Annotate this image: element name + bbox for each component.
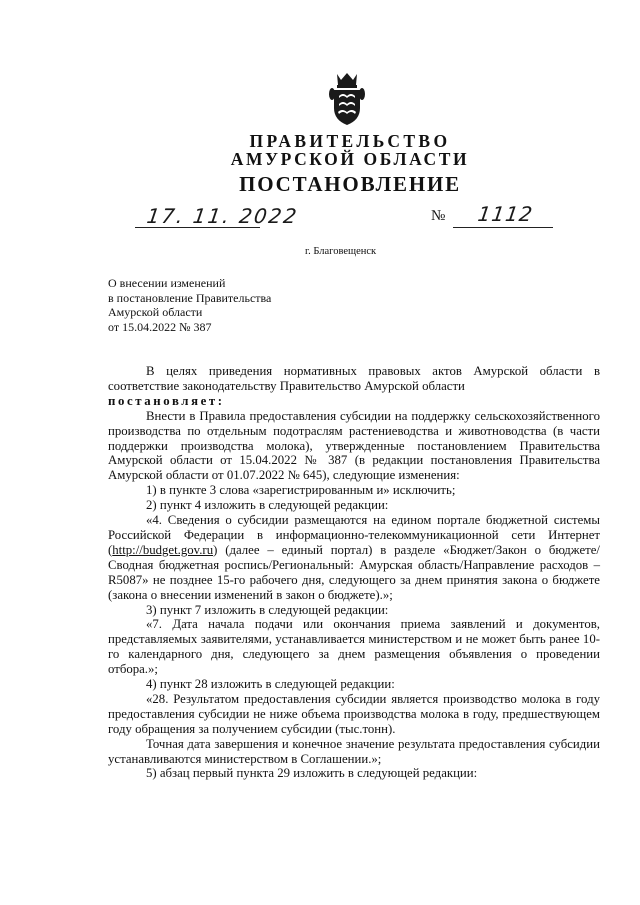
region-title: АМУРСКОЙ ОБЛАСТИ	[230, 149, 470, 169]
number-handwritten: 1112	[476, 202, 535, 226]
coat-of-arms-icon	[327, 70, 367, 126]
quoted-paragraph-4	[108, 513, 600, 602]
quote-text: «4. Сведения о субсидии размещаются на едином портале бюджетной системы Российской Федерации в информационно-телекоммуникационной сети Интернет (	[108, 513, 600, 557]
quoted-paragraph-7: «7. Дата начала подачи или окончания приема заявлений и документов, представляемых заявителями, устанавливается министерством и не может быть ранее 10-го календарного дня, следующего за днем размещения объявления о проведении отбора.»;	[108, 617, 600, 677]
number-underline	[453, 227, 553, 228]
subject-line: от 15.04.2022 № 387	[108, 319, 212, 334]
resolves-label: постановляет:	[108, 393, 225, 408]
list-item: 2) пункт 4 изложить в следующей редакции:	[146, 498, 389, 513]
document-body	[108, 364, 600, 781]
amendment-intro-paragraph: Внести в Правила предоставления субсидии на поддержку сельскохозяйственного производства по отдельным подотраслям растениеводства и животноводства (в части поддержки производства молока), утвержденные постановлением Правительства Амурской области от 15.04.2022 № 387 (в редакции постановления Правительства Амурской области от 01.07.2022 № 645), следующие изменения:	[108, 408, 600, 483]
subject-line: в постановление Правительства	[108, 290, 272, 305]
subject-line: О внесении изменений	[108, 276, 226, 290]
number-sign: №	[431, 208, 446, 224]
quote-text: ) (далее – единый портал) в разделе «Бюджет/Закон о бюджете/Сводная бюджетная роспись/Региональный: Амурская область/Направление расходов – R5087» не позднее 15-го рабочего дня, следующего за днем принятия закона о бюджете (закона о внесении изменений в закон о бюджете).»;	[108, 542, 600, 602]
list-item: 4) пункт 28 изложить в следующей редакции:	[146, 677, 395, 692]
list-item: 5) абзац первый пункта 29 изложить в следующей редакции:	[146, 766, 478, 781]
subject-block	[108, 276, 271, 334]
budget-portal-link[interactable]: http://budget.gov.ru	[112, 542, 214, 557]
quoted-paragraph-28: «28. Результатом предоставления субсидии является производство молока в году предоставления субсидии не ниже объема производства молока в году, предшествующем году обращения за получением субсидии (тыс.тонн).	[108, 691, 600, 736]
city-label: г. Благовещенск	[305, 246, 377, 257]
quoted-paragraph-28-continued: Точная дата завершения и конечное значение результата предоставления субсидии устанавливаются министерством в Соглашении.»;	[108, 736, 600, 766]
list-item: 1) в пункте 3 слова «зарегистрированным и» исключить;	[146, 483, 456, 498]
subject-line: Амурской области	[108, 305, 203, 320]
list-item: 3) пункт 7 изложить в следующей редакции:	[146, 602, 389, 617]
government-title: ПРАВИТЕЛЬСТВО	[249, 131, 451, 151]
date-handwritten: 17. 11. 2022	[145, 204, 300, 228]
preamble-paragraph: В целях приведения нормативных правовых актов Амурской области в соответствие законодательству Правительство Амурской области	[108, 364, 600, 393]
document-type-title: ПОСТАНОВЛЕНИЕ	[239, 172, 461, 196]
